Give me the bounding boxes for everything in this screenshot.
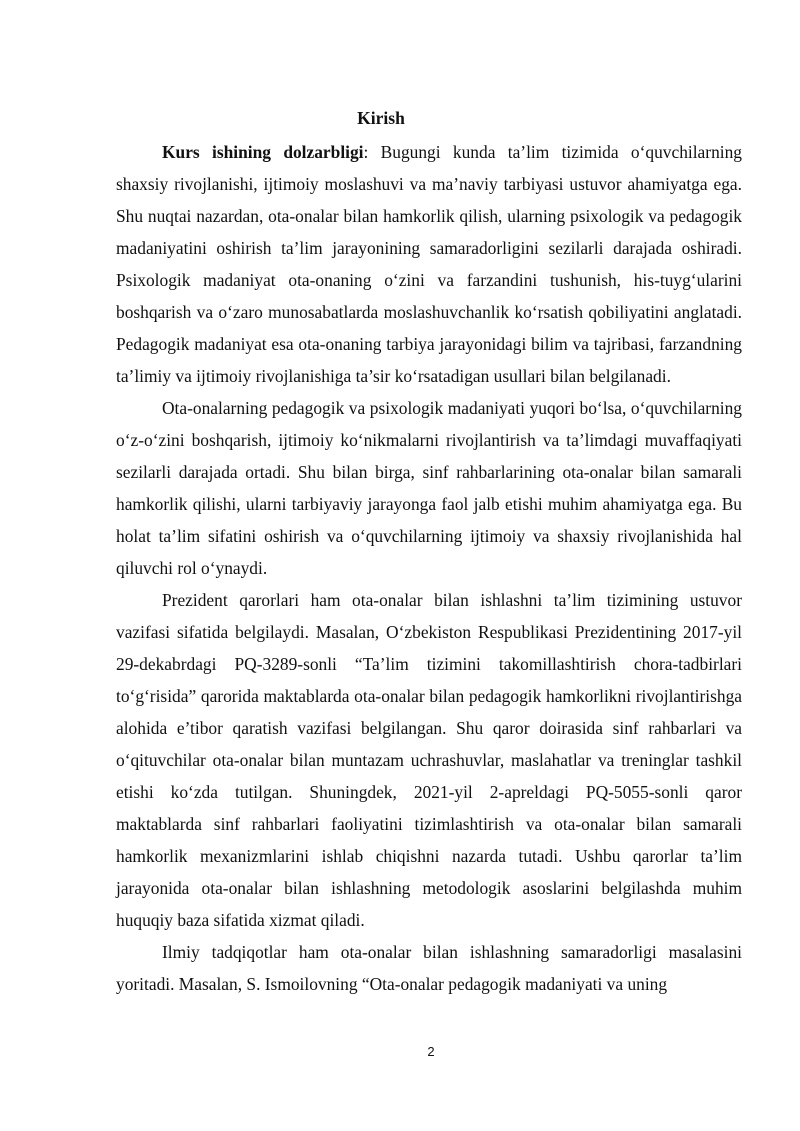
paragraph — [116, 136, 742, 392]
paragraph-lead: Kurs ishining dolzarbligi — [162, 142, 364, 162]
paragraph — [116, 936, 742, 1000]
paragraph — [116, 392, 742, 584]
page-title: Kirish — [357, 108, 405, 128]
paragraph-text: Prezident qarorlari ham ota-onalar bilan ishlashni ta’lim tizimining ustuvor vazifasi sifatida belgilaydi. Masalan, O‘zbekiston Respublikasi Prezidentining 2017-yil 29-dekabrdagi PQ-3289-sonli “Ta’lim tizimini takomillashtirish chora-tadbirlari to‘g‘risida” qarorida maktablarda ota-onalar bilan pedagogik hamkorlikni rivojlantirishga alohida e’tibor qaratish vazifasi belgilangan. Shu qaror doirasida sinf rahbarlari va o‘qituvchilar ota-onalar bilan muntazam uchrashuvlar, maslahatlar va treninglar tashkil etishi ko‘zda tutilgan. Shuningdek, 2021-yil 2-apreldagi PQ-5055-sonli qaror maktablarda sinf rahbarlari faoliyatini tizimlashtirish va ota-onalar bilan samarali hamkorlik mexanizmlarini ishlab chiqishni nazarda tutadi. Ushbu qarorlar ta’lim jarayonida ota-onalar bilan ishlashning metodologik asoslarini belgilashda muhim huquqiy baza sifatida xizmat qiladi. — [116, 590, 742, 930]
paragraph — [116, 584, 742, 936]
paragraph-text: Ota-onalarning pedagogik va psixologik madaniyati yuqori bo‘lsa, o‘quvchilarning o‘z-o‘zini boshqarish, ijtimoiy ko‘nikmalarni rivojlantirish va ta’limdagi muvaffaqiyati sezilarli darajada ortadi. Shu bilan birga, sinf rahbarlarining ota-onalar bilan samarali hamkorlik qilishi, ularni tarbiyaviy jarayonga faol jalb etishi muhim ahamiyatga ega. Bu holat ta’lim sifatini oshirish va o‘quvchilarning ijtimoiy va shaxsiy rivojlanishida hal qiluvchi rol o‘ynaydi. — [116, 398, 742, 578]
paragraph-text: : Bugungi kunda ta’lim tizimida o‘quvchilarning shaxsiy rivojlanishi, ijtimoiy moslashuvi va ma’naviy tarbiyasi ustuvor ahamiyatga ega. Shu nuqtai nazardan, ota-onalar bilan hamkorlik qilish, ularning psixologik va pedagogik madaniyatini oshirish ta’lim jarayonining samaradorligini sezilarli darajada oshiradi. Psixologik madaniyat ota-onaning o‘zini va farzandini tushunish, his-tuyg‘ularini boshqarish va o‘zaro munosabatlarda moslashuvchanlik ko‘rsatish qobiliyatini anglatadi. Pedagogik madaniyat esa ota-onaning tarbiya jarayonidagi bilim va tajribasi, farzandning ta’limiy va ijtimoiy rivojlanishiga ta’sir ko‘rsatadigan usullari bilan belgilanadi. — [116, 142, 742, 386]
paragraph-text: Ilmiy tadqiqotlar ham ota-onalar bilan ishlashning samaradorligi masalasini yoritadi. Masalan, S. Ismoilovning “Ota-onalar pedagogik madaniyati va uning — [116, 942, 742, 994]
body-text — [116, 136, 742, 1000]
page-number: 2 — [427, 1044, 435, 1059]
